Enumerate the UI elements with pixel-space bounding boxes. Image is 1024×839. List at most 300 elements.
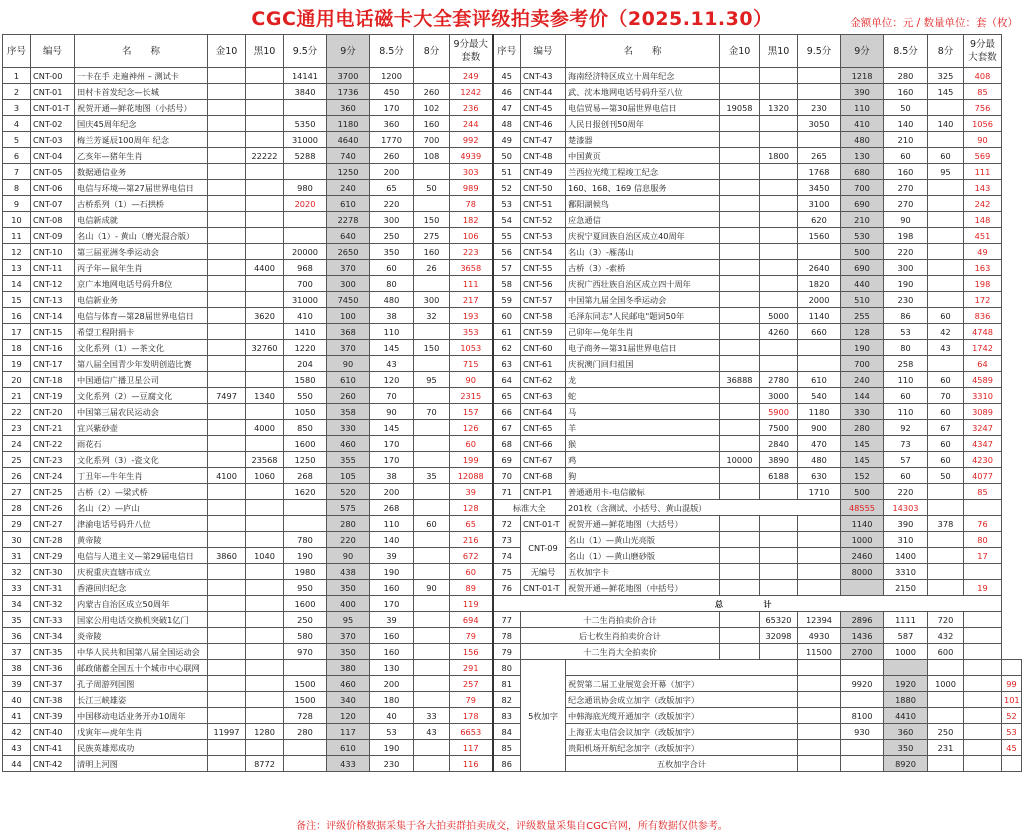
- left-max: 244: [450, 116, 493, 132]
- price-table: [2, 34, 1022, 772]
- right-g10: [720, 244, 760, 260]
- left-max: 257: [450, 676, 493, 692]
- right-name: 龙: [566, 372, 720, 388]
- left-name: 民族英雄郑成功: [75, 740, 208, 756]
- left-g10: [208, 100, 246, 116]
- right-no: 70: [493, 468, 521, 484]
- left-g10: 7497: [208, 388, 246, 404]
- right-b10: [760, 164, 798, 180]
- left-max: 217: [450, 292, 493, 308]
- left-g10: [208, 148, 246, 164]
- extra-name: 五枚加字卡: [566, 564, 720, 580]
- left-s95: [284, 516, 327, 532]
- left-code: CNT-01: [31, 84, 75, 100]
- left-max: 291: [450, 660, 493, 676]
- left-b10: [246, 84, 284, 100]
- left-max: 106: [450, 228, 493, 244]
- left-name: 田村卡首发纪念—长城: [75, 84, 208, 100]
- cell: [928, 500, 964, 516]
- extra-b10: [760, 532, 798, 548]
- left-max: 672: [450, 548, 493, 564]
- right-s95: 3450: [798, 180, 841, 196]
- left-s85: 200: [370, 676, 414, 692]
- table-row: [3, 452, 1022, 468]
- left-s8: 160: [414, 116, 450, 132]
- left-s95: 31000: [284, 292, 327, 308]
- right-g10: 36888: [720, 372, 760, 388]
- right-s8: [928, 260, 964, 276]
- left-code: CNT-10: [31, 244, 75, 260]
- col-header-s85: 8.5分: [884, 35, 928, 68]
- left-s8: 260: [414, 84, 450, 100]
- right-s9: 510: [841, 292, 884, 308]
- left-s85: 40: [370, 708, 414, 724]
- left-s9: 4640: [327, 132, 370, 148]
- left-code: CNT-19: [31, 388, 75, 404]
- left-g10: [208, 228, 246, 244]
- right-code: CNT-49: [521, 164, 566, 180]
- left-name: 文化系列（1）—茶文化: [75, 340, 208, 356]
- right-s9: 690: [841, 196, 884, 212]
- left-max: 90: [450, 372, 493, 388]
- left-s85: 43: [370, 356, 414, 372]
- left-b10: [246, 228, 284, 244]
- left-s95: 850: [284, 420, 327, 436]
- right-no: 50: [493, 148, 521, 164]
- left-no: 16: [3, 308, 31, 324]
- right-max: 569: [964, 148, 1002, 164]
- left-s8: [414, 660, 450, 676]
- left-s95: 780: [284, 532, 327, 548]
- left-no: 36: [3, 628, 31, 644]
- left-s85: 38: [370, 468, 414, 484]
- extra-s95: [798, 564, 841, 580]
- left-no: 37: [3, 644, 31, 660]
- left-s8: [414, 68, 450, 84]
- left-g10: [208, 324, 246, 340]
- right-s85: 60: [884, 468, 928, 484]
- left-b10: [246, 292, 284, 308]
- right-s9: 530: [841, 228, 884, 244]
- left-code: CNT-12: [31, 276, 75, 292]
- left-s9: 7450: [327, 292, 370, 308]
- left-s85: 140: [370, 532, 414, 548]
- right-max: 4589: [964, 372, 1002, 388]
- right-s85: 270: [884, 180, 928, 196]
- right-max: 198: [964, 276, 1002, 292]
- right-s85: 230: [884, 292, 928, 308]
- left-name: 丁丑年—牛年生肖: [75, 468, 208, 484]
- left-b10: 4000: [246, 420, 284, 436]
- left-b10: [246, 676, 284, 692]
- total-name: 十二生肖大全拍卖价: [521, 644, 720, 660]
- right-b10: [760, 260, 798, 276]
- left-s85: 170: [370, 596, 414, 612]
- right-b10: [760, 244, 798, 260]
- table-row: [3, 68, 1022, 84]
- left-s95: 1220: [284, 340, 327, 356]
- left-s9: 740: [327, 148, 370, 164]
- left-max: 236: [450, 100, 493, 116]
- left-name: 长江三峡雄姿: [75, 692, 208, 708]
- cell: [798, 740, 841, 756]
- table-row: [3, 724, 1022, 740]
- right-s8: 60: [928, 436, 964, 452]
- right-s85: 210: [884, 132, 928, 148]
- left-g10: [208, 116, 246, 132]
- left-code: CNT-36: [31, 660, 75, 676]
- right-name: 鸡: [566, 452, 720, 468]
- right-b10: [760, 228, 798, 244]
- table-row: [3, 196, 1022, 212]
- left-b10: [246, 580, 284, 596]
- left-b10: [246, 132, 284, 148]
- left-no: 35: [3, 612, 31, 628]
- cell: [798, 756, 841, 772]
- left-s85: 1200: [370, 68, 414, 84]
- overprint-s95: 8100: [841, 708, 884, 724]
- right-s85: 50: [884, 100, 928, 116]
- left-s85: 230: [370, 756, 414, 772]
- left-b10: [246, 212, 284, 228]
- extra-s95: [798, 516, 841, 532]
- left-s8: 50: [414, 180, 450, 196]
- left-code: CNT-09: [31, 228, 75, 244]
- left-s8: 160: [414, 244, 450, 260]
- right-g10: [720, 196, 760, 212]
- left-s8: 102: [414, 100, 450, 116]
- left-s8: [414, 612, 450, 628]
- right-s8: [928, 292, 964, 308]
- overprint-no: 81: [493, 676, 521, 692]
- left-s8: [414, 564, 450, 580]
- left-no: 5: [3, 132, 31, 148]
- right-s8: 325: [928, 68, 964, 84]
- right-no: 52: [493, 180, 521, 196]
- right-no: 62: [493, 340, 521, 356]
- left-code: CNT-04: [31, 148, 75, 164]
- right-s9: 210: [841, 212, 884, 228]
- left-b10: [246, 740, 284, 756]
- right-max: 163: [964, 260, 1002, 276]
- left-s9: 120: [327, 708, 370, 724]
- table-row: [3, 292, 1022, 308]
- left-s9: 610: [327, 740, 370, 756]
- extra-max: 80: [964, 532, 1002, 548]
- left-code: CNT-35: [31, 644, 75, 660]
- right-no: 54: [493, 212, 521, 228]
- right-code: CNT-48: [521, 148, 566, 164]
- left-s95: 280: [284, 724, 327, 740]
- extra-s95: [798, 580, 841, 596]
- right-no: 56: [493, 244, 521, 260]
- right-s9: 144: [841, 388, 884, 404]
- left-max: 2315: [450, 388, 493, 404]
- left-s8: [414, 420, 450, 436]
- col-header-name: 名 称: [75, 35, 208, 68]
- right-code: CNT-55: [521, 260, 566, 276]
- right-s95: 1820: [798, 276, 841, 292]
- standard-set-price-85: 14303: [884, 500, 928, 516]
- left-g10: [208, 452, 246, 468]
- left-g10: [208, 212, 246, 228]
- left-no: 17: [3, 324, 31, 340]
- left-max: 79: [450, 628, 493, 644]
- left-s95: 1600: [284, 596, 327, 612]
- left-s95: 250: [284, 612, 327, 628]
- right-name: 古桥（3）-索桥: [566, 260, 720, 276]
- left-b10: [246, 532, 284, 548]
- right-no: 47: [493, 100, 521, 116]
- left-g10: [208, 372, 246, 388]
- left-code: CNT-40: [31, 724, 75, 740]
- left-s95: 31000: [284, 132, 327, 148]
- left-g10: [208, 692, 246, 708]
- overprint-s9: 350: [884, 740, 928, 756]
- left-code: CNT-37: [31, 676, 75, 692]
- left-name: 文化系列（2）—豆腐文化: [75, 388, 208, 404]
- left-no: 28: [3, 500, 31, 516]
- left-name: 名山（2）—庐山: [75, 500, 208, 516]
- right-no: 68: [493, 436, 521, 452]
- overprint-name: 祝贺第二届工业展览会开幕（加字）: [566, 676, 798, 692]
- left-g10: [208, 628, 246, 644]
- left-name: 中国第三届农民运动会: [75, 404, 208, 420]
- left-s85: 170: [370, 100, 414, 116]
- left-s9: 360: [327, 100, 370, 116]
- left-s9: 358: [327, 404, 370, 420]
- right-code: CNT-62: [521, 372, 566, 388]
- left-max: 119: [450, 596, 493, 612]
- cell: [798, 660, 841, 676]
- col-header-s95: 9.5分: [798, 35, 841, 68]
- left-s85: 39: [370, 612, 414, 628]
- right-code: CNT-63: [521, 388, 566, 404]
- table-row: [3, 260, 1022, 276]
- right-max: 836: [964, 308, 1002, 324]
- right-s8: [928, 212, 964, 228]
- left-s95: 950: [284, 580, 327, 596]
- left-g10: [208, 68, 246, 84]
- total-name: 后七枚生肖拍卖价合计: [521, 628, 720, 644]
- col-header-s9: 9分: [327, 35, 370, 68]
- right-s95: 3050: [798, 116, 841, 132]
- left-b10: [246, 372, 284, 388]
- left-s95: 204: [284, 356, 327, 372]
- left-code: CNT-26: [31, 500, 75, 516]
- left-s9: 350: [327, 580, 370, 596]
- overprint-max: [1002, 756, 1022, 772]
- left-code: CNT-11: [31, 260, 75, 276]
- cell: [798, 692, 841, 708]
- left-s8: [414, 644, 450, 660]
- left-max: 79: [450, 692, 493, 708]
- overprint-max: [1002, 660, 1022, 676]
- right-no: 46: [493, 84, 521, 100]
- right-max: 451: [964, 228, 1002, 244]
- extra-g10: [720, 564, 760, 580]
- right-s95: 1768: [798, 164, 841, 180]
- left-max: 78: [450, 196, 493, 212]
- left-b10: 4400: [246, 260, 284, 276]
- right-no: 66: [493, 404, 521, 420]
- left-code: CNT-08: [31, 212, 75, 228]
- left-s8: [414, 356, 450, 372]
- extra-s8: [928, 548, 964, 564]
- left-s85: 145: [370, 340, 414, 356]
- extra-max: [964, 564, 1002, 580]
- overprint-name: 纪念通讯协会成立加字（改版加字）: [566, 692, 798, 708]
- table-row: [3, 580, 1022, 596]
- right-s8: 60: [928, 372, 964, 388]
- right-max: 64: [964, 356, 1002, 372]
- extra-no: 73: [493, 532, 521, 548]
- left-g10: [208, 580, 246, 596]
- table-row: [3, 420, 1022, 436]
- table-row: [3, 484, 1022, 500]
- left-no: 23: [3, 420, 31, 436]
- right-s85: 198: [884, 228, 928, 244]
- right-s95: [798, 340, 841, 356]
- right-name: 毛泽东同志"人民邮电"题词50年: [566, 308, 720, 324]
- extra-b10: [760, 580, 798, 596]
- table-body: [3, 68, 1022, 772]
- left-g10: [208, 564, 246, 580]
- table-row: [3, 612, 1022, 628]
- right-s8: 140: [928, 116, 964, 132]
- table-row: [3, 84, 1022, 100]
- total-no: 77: [493, 612, 521, 628]
- unit-note: 金额单位：元 / 数量单位：套（枚）: [850, 17, 1018, 29]
- total-max: [964, 628, 1002, 644]
- right-s85: 80: [884, 340, 928, 356]
- left-g10: [208, 356, 246, 372]
- right-no: 53: [493, 196, 521, 212]
- left-s9: 433: [327, 756, 370, 772]
- left-s8: 150: [414, 340, 450, 356]
- left-no: 8: [3, 180, 31, 196]
- left-name: 一卡在手 走遍神州 – 测试卡: [75, 68, 208, 84]
- overprint-s9: 1880: [884, 692, 928, 708]
- col-header-no: 序号: [493, 35, 521, 68]
- left-b10: 1340: [246, 388, 284, 404]
- left-s8: [414, 676, 450, 692]
- left-s9: 460: [327, 436, 370, 452]
- left-s85: 120: [370, 372, 414, 388]
- left-s9: 330: [327, 420, 370, 436]
- footer-note: 备注：评级价格数据采集于各大拍卖群拍卖成交，评级数量采集自CGC官网，所有数据仅供参考。: [296, 821, 728, 832]
- right-b10: [760, 116, 798, 132]
- table-row: [3, 324, 1022, 340]
- left-no: 4: [3, 116, 31, 132]
- left-s95: 980: [284, 180, 327, 196]
- left-b10: [246, 564, 284, 580]
- right-s9: 390: [841, 84, 884, 100]
- right-code: CNT-58: [521, 308, 566, 324]
- left-code: CNT-02: [31, 116, 75, 132]
- left-g10: [208, 196, 246, 212]
- right-no: 61: [493, 324, 521, 340]
- extra-max: 19: [964, 580, 1002, 596]
- left-max: 178: [450, 708, 493, 724]
- extra-b10: [760, 516, 798, 532]
- right-b10: [760, 276, 798, 292]
- right-s95: 1710: [798, 484, 841, 500]
- right-code: CNT-64: [521, 404, 566, 420]
- right-s95: 3100: [798, 196, 841, 212]
- left-b10: 1040: [246, 548, 284, 564]
- table-row: [3, 100, 1022, 116]
- right-code: CNT-47: [521, 132, 566, 148]
- extra-code: CNT-01-T: [521, 580, 566, 596]
- left-s8: 700: [414, 132, 450, 148]
- overprint-s85: 250: [928, 724, 964, 740]
- right-max: 3247: [964, 420, 1002, 436]
- cell: [798, 724, 841, 740]
- left-b10: [246, 244, 284, 260]
- left-g10: [208, 612, 246, 628]
- cell: [964, 692, 1002, 708]
- right-g10: [720, 180, 760, 196]
- total-s9: 2896: [841, 612, 884, 628]
- overprint-s95: 930: [841, 724, 884, 740]
- left-g10: [208, 676, 246, 692]
- left-s85: 200: [370, 164, 414, 180]
- left-code: CNT-21: [31, 420, 75, 436]
- left-s9: 220: [327, 532, 370, 548]
- extra-s8: 378: [928, 516, 964, 532]
- right-g10: [720, 388, 760, 404]
- left-s9: 2278: [327, 212, 370, 228]
- left-max: 89: [450, 580, 493, 596]
- left-s95: [284, 164, 327, 180]
- right-max: 85: [964, 84, 1002, 100]
- left-code: CNT-18: [31, 372, 75, 388]
- right-g10: [720, 260, 760, 276]
- table-row: [3, 212, 1022, 228]
- left-s95: [284, 100, 327, 116]
- right-code: CNT-44: [521, 84, 566, 100]
- left-no: 31: [3, 548, 31, 564]
- right-name: 普通通用卡-电信徽标: [566, 484, 720, 500]
- table-row: [3, 276, 1022, 292]
- left-s85: 80: [370, 276, 414, 292]
- cell: [964, 756, 1002, 772]
- total-s9: 2700: [841, 644, 884, 660]
- right-name: 狗: [566, 468, 720, 484]
- total-max: [964, 644, 1002, 660]
- right-name: 猴: [566, 436, 720, 452]
- right-b10: [760, 484, 798, 500]
- right-s85: 92: [884, 420, 928, 436]
- left-no: 11: [3, 228, 31, 244]
- extra-b10: [760, 564, 798, 580]
- extra-g10: [720, 548, 760, 564]
- table-row: [3, 532, 1022, 548]
- left-s85: 480: [370, 292, 414, 308]
- left-s95: 5350: [284, 116, 327, 132]
- left-no: 25: [3, 452, 31, 468]
- cell: [798, 708, 841, 724]
- left-code: CNT-00: [31, 68, 75, 84]
- left-b10: [246, 692, 284, 708]
- left-no: 3: [3, 100, 31, 116]
- right-b10: 7500: [760, 420, 798, 436]
- right-s9: 440: [841, 276, 884, 292]
- right-s9: 680: [841, 164, 884, 180]
- left-b10: [246, 484, 284, 500]
- right-b10: [760, 180, 798, 196]
